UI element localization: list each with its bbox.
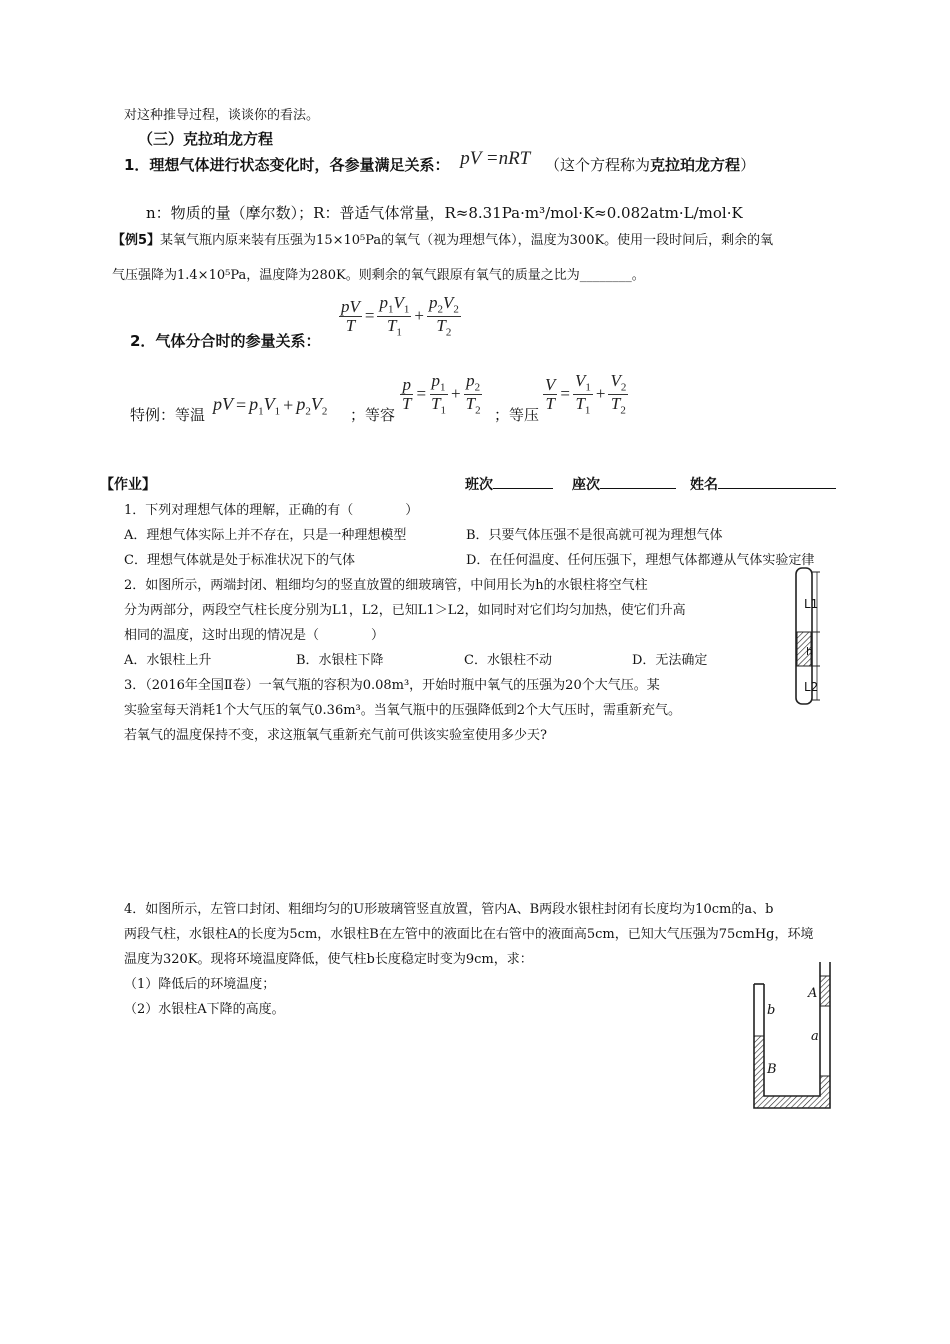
- fig-label-B: B: [767, 1062, 777, 1077]
- q2-option-d: D．无法确定: [632, 653, 708, 668]
- fig-label-l2: L2: [804, 680, 819, 694]
- homework-title: 【作业】: [100, 477, 156, 493]
- q2-line2: 分为两部分，两段空气柱长度分别为L1，L2，已知L1＞L2，如同时对它们均匀加热，使它们升高: [124, 603, 686, 618]
- item1-note-prefix: （这个方程称为: [545, 156, 651, 174]
- isothermal-formula: pV = $p_1V_1 + p_2V_2$: [213, 394, 328, 418]
- item1-note-bold: 克拉珀龙方程: [650, 156, 741, 174]
- class-field[interactable]: [465, 474, 553, 494]
- q1-option-c: C．理想气体就是处于标准状况下的气体: [124, 553, 355, 568]
- q4-line2: 两段气柱，水银柱A的长度为5cm，水银柱B在左管中的液面比在右管中的液面高5cm，已知大气压强为75cmHg，环境: [124, 927, 814, 942]
- q4-line1: 4．如图所示，左管口封闭、粗细均匀的U形玻璃管竖直放置，管内A、B两段水银柱封闭有长度均为10cm的a、b: [124, 902, 774, 917]
- isochoric-formula: $\frac{p}{T}$ = $\frac{p_1}{T_1}$ + $\frac{p_2}{T_2}$: [402, 371, 481, 417]
- mercury-b: [754, 1036, 830, 1108]
- q1-option-b: B．只要气体压强不是很高就可视为理想气体: [466, 528, 723, 543]
- fig-label-b: b: [767, 1003, 776, 1018]
- clapeyron-formula: pV =nRT: [460, 148, 531, 169]
- mixing-formula: $\frac{pV}{T}$ = $\frac{p_1V_1}{T_1}$ + $\frac{p_2V_2}{T_2}$: [341, 293, 459, 339]
- q1-stem: 1．下列对理想气体的理解，正确的有（ ）: [124, 503, 419, 518]
- name-field[interactable]: [690, 474, 836, 494]
- definitions-line: n：物质的量（摩尔数）；R：普适气体常量，R≈8.31Pa·m³/mol·K≈0.082atm·L/mol·K: [146, 204, 743, 222]
- q2-option-c: C．水银柱不动: [464, 653, 552, 668]
- q2-line1: 2．如图所示，两端封闭、粗细均匀的竖直放置的细玻璃管，中间用长为h的水银柱将空气柱: [124, 578, 648, 593]
- section-heading: （三）克拉珀龙方程: [138, 130, 274, 148]
- example5-label: 【例5】: [112, 233, 161, 248]
- q3-line1: 3．（2016年全国Ⅱ卷）一氧气瓶的容积为0.08m³，开始时瓶中氧气的压强为20个大气压。某: [124, 678, 660, 693]
- q4-line3: 温度为320K。现将环境温度降低，使气柱b长度稳定时变为9cm，求：: [124, 952, 533, 967]
- fig-label-h: h: [806, 645, 813, 658]
- u-tube-figure: [748, 958, 840, 1114]
- class-label: 班次: [465, 477, 493, 493]
- item1-text: 1．理想气体进行状态变化时，各参量满足关系：: [124, 156, 450, 174]
- q4-sub1: （1）降低后的环境温度；: [124, 977, 276, 992]
- q2-option-a: A．水银柱上升: [124, 653, 212, 668]
- item1-line: [124, 148, 756, 176]
- q1-option-a: A．理想气体实际上并不存在，只是一种理想模型: [124, 528, 407, 543]
- name-label: 姓名: [690, 477, 718, 493]
- q3-line3: 若氧气的温度保持不变，求这瓶氧气重新充气前可供该实验室使用多少天?: [124, 728, 547, 743]
- isobaric-formula: $\frac{V}{T}$ = $\frac{V_1}{T_1}$ + $\frac{V_2}{T_2}$: [545, 371, 627, 417]
- example5-text1: 某氧气瓶内原来装有压强为15×10⁵Pa的氧气（视为理想气体），温度为300K。使用一段时间后，剩余的氧: [160, 233, 774, 248]
- seat-label: 座次: [572, 477, 600, 493]
- seat-field[interactable]: [572, 474, 676, 494]
- item2-text: 2．气体分合时的参量关系：: [130, 332, 321, 350]
- q2-line3: 相同的温度，这时出现的情况是（ ）: [124, 628, 385, 643]
- q1-option-d: D．在任何温度、任何压强下，理想气体都遵从气体实验定律: [466, 553, 815, 568]
- mercury-a: [820, 976, 830, 1006]
- example5-line2: 气压强降为1.4×10⁵Pa，温度降为280K。则剩余的氧气跟原有氧气的质量之比为________。: [112, 268, 645, 283]
- isobaric-label: ；等压: [494, 406, 540, 424]
- fig-label-A: A: [808, 986, 818, 1001]
- fig-label-l1: L1: [804, 597, 819, 611]
- q2-option-b: B．水银柱下降: [296, 653, 384, 668]
- isochoric-label: ；等容: [350, 406, 396, 424]
- intro-line: 对这种推导过程，谈谈你的看法。: [124, 108, 320, 123]
- example5-line1: [112, 229, 773, 248]
- special-label: 特例：等温: [130, 406, 206, 424]
- q3-line2: 实验室每天消耗1个大气压的氧气0.36m³。当氧气瓶中的压强降低到2个大气压时，需重新充气。: [124, 703, 682, 718]
- item1-note-suffix: ）: [740, 156, 756, 174]
- fig-label-a: a: [811, 1029, 819, 1044]
- q4-sub2: （2）水银柱A下降的高度。: [124, 1002, 285, 1017]
